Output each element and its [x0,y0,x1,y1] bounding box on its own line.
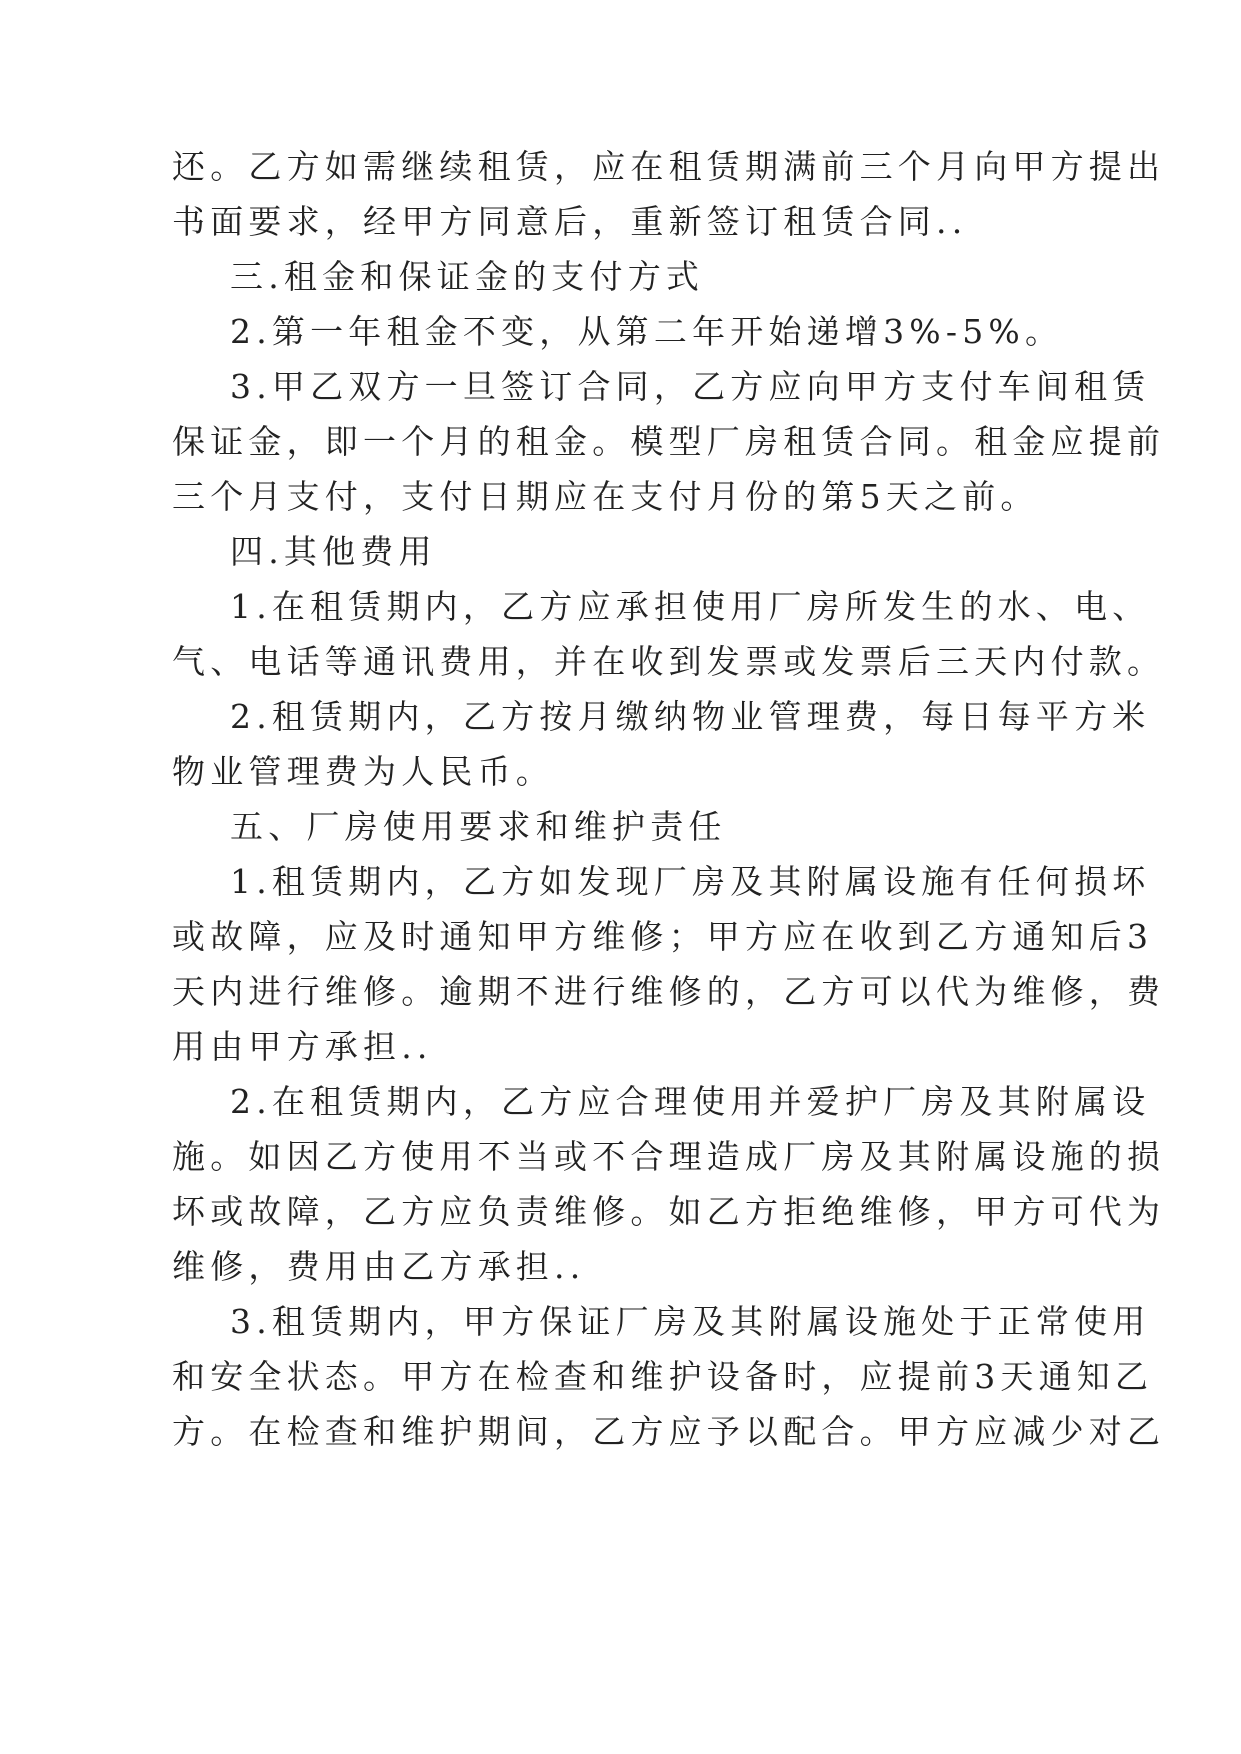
text-line: 施。如因乙方使用不当或不合理造成厂房及其附属设施的损 [172,1137,1166,1176]
text-line: 书面要求，经甲方同意后，重新签订租赁合同.. [172,202,968,241]
text-line: 还。乙方如需继续租赁，应在租赁期满前三个月向甲方提出 [172,147,1166,186]
text-line: 气、电话等通讯费用，并在收到发票或发票后三天内付款。 [172,642,1166,681]
text-line: 2.第一年租金不变，从第二年开始递增3%-5%。 [230,312,1064,351]
text-line: 用由甲方承担.. [172,1027,433,1066]
text-line: 保证金，即一个月的租金。模型厂房租赁合同。租金应提前 [172,422,1166,461]
section-heading: 五、厂房使用要求和维护责任 [230,807,727,846]
text-line: 天内进行维修。逾期不进行维修的，乙方可以代为维修，费 [172,972,1166,1011]
text-line: 3.租赁期内，甲方保证厂房及其附属设施处于正常使用 [230,1302,1151,1341]
text-line: 2.在租赁期内，乙方应合理使用并爱护厂房及其附属设 [230,1082,1151,1121]
text-line: 3.甲乙双方一旦签订合同，乙方应向甲方支付车间租赁 [230,367,1151,406]
text-line: 坏或故障，乙方应负责维修。如乙方拒绝维修，甲方可代为 [172,1192,1166,1231]
text-line: 维修，费用由乙方承担.. [172,1247,586,1286]
section-heading: 四.其他费用 [230,532,437,571]
text-line: 三个月支付，支付日期应在支付月份的第5天之前。 [172,477,1039,516]
text-line: 和安全状态。甲方在检查和维护设备时，应提前3天通知乙 [172,1357,1154,1396]
section-heading: 三.租金和保证金的支付方式 [230,257,705,296]
text-line: 或故障，应及时通知甲方维修；甲方应在收到乙方通知后3 [172,917,1154,956]
text-line: 1.在租赁期内，乙方应承担使用厂房所发生的水、电、 [230,587,1151,626]
text-line: 物业管理费为人民币。 [172,752,554,791]
text-line: 方。在检查和维护期间，乙方应予以配合。甲方应减少对乙 [172,1412,1166,1451]
text-line: 1.租赁期内，乙方如发现厂房及其附属设施有任何损坏 [230,862,1151,901]
text-line: 2.租赁期内，乙方按月缴纳物业管理费，每日每平方米 [230,697,1151,736]
